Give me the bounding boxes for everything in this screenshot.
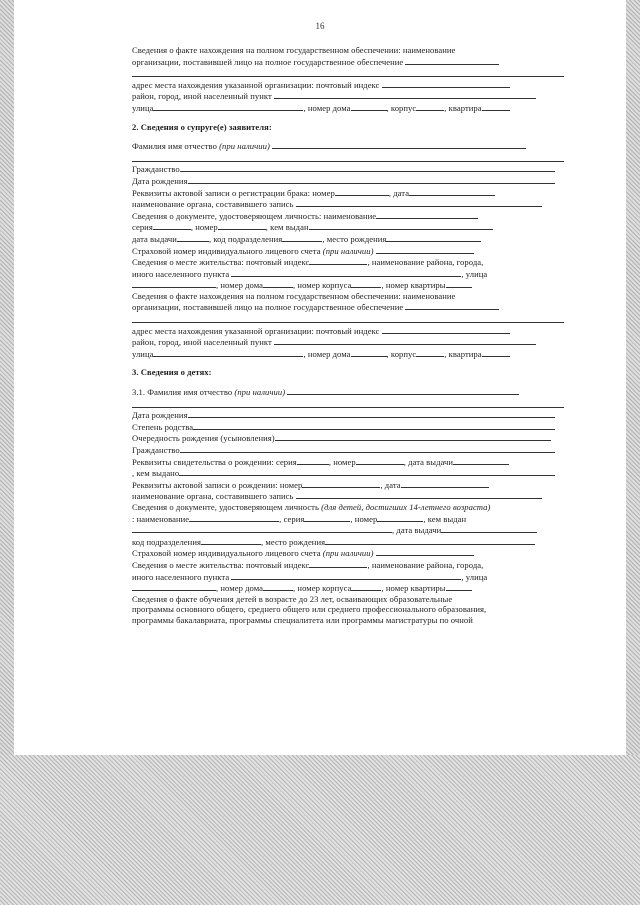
text: , номер дома	[303, 348, 351, 359]
spouse-gov-line-2	[132, 301, 564, 313]
child-residence-line-3	[132, 582, 564, 594]
spouse-gov-line-1	[132, 291, 564, 302]
text: , дата выдачи	[392, 525, 442, 536]
blank-field[interactable]	[401, 479, 489, 488]
blank-field[interactable]	[453, 456, 509, 465]
blank-field[interactable]	[132, 67, 564, 77]
marriage-org-line	[132, 198, 564, 210]
blank-field[interactable]	[482, 102, 510, 111]
blank-field[interactable]	[179, 467, 555, 476]
blank-field[interactable]	[376, 210, 478, 219]
blank-field[interactable]	[263, 582, 293, 591]
text: адрес места нахождения указанной организации: почтовый индекс	[132, 325, 380, 336]
snils-line	[132, 245, 564, 257]
child-residence-line-2	[132, 571, 564, 583]
text: Реквизиты актовой записи о регистрации брака: номер	[132, 187, 335, 198]
text: Дата рождения	[132, 410, 188, 421]
text: , номер	[328, 456, 356, 467]
text: , дата	[388, 187, 410, 198]
residence-line-1	[132, 256, 564, 268]
text: , номер дома	[303, 102, 351, 113]
text: иного населенного пункта	[132, 571, 230, 582]
blank-field[interactable]	[132, 313, 564, 323]
spouse-street-line	[132, 348, 564, 360]
text: , кем выдан	[423, 513, 467, 524]
text: Сведения о месте жительства: почтовый индекс	[132, 257, 310, 268]
spouse-address-line	[132, 325, 564, 337]
bottom-border	[0, 755, 640, 905]
birth-date-line	[132, 175, 564, 187]
blank-field[interactable]	[386, 233, 481, 242]
blank-field[interactable]	[272, 140, 526, 149]
text: , код подразделения	[208, 233, 283, 244]
blank-field[interactable]	[304, 513, 350, 522]
blank-field[interactable]	[302, 479, 380, 488]
address-line	[132, 79, 564, 91]
blank-field[interactable]	[351, 582, 381, 591]
blank-field[interactable]	[177, 233, 209, 242]
text: Очередность рождения (усыновления)	[132, 433, 275, 444]
blank-field[interactable]	[482, 348, 510, 357]
spouse-district-line	[132, 336, 564, 348]
blank-field[interactable]	[376, 547, 474, 556]
text: Реквизиты актовой записи о рождении: номер	[132, 479, 303, 490]
text: район, город, иной населенный пункт	[132, 337, 272, 348]
document-page	[14, 0, 626, 755]
text: наименование органа, составившего запись	[132, 491, 294, 502]
education-line-3: программы бакалавриата, программы специалитета или программы магистратуры по очной	[132, 614, 473, 625]
blank-field[interactable]	[231, 268, 461, 277]
birth-cert-issued-line	[132, 467, 564, 479]
spouse-fio-line	[132, 140, 564, 152]
text: , серия	[279, 513, 305, 524]
blank-field[interactable]	[132, 398, 564, 408]
section-2-title: 2. Сведения о супруге(е) заявителя:	[132, 121, 272, 132]
child-id-doc-line-3	[132, 524, 564, 536]
text: наименование органа, составившего запись	[132, 199, 294, 210]
text: , место рождения	[322, 233, 387, 244]
text: , корпус	[386, 348, 417, 359]
text: , номер	[190, 222, 218, 233]
text: дата выдачи	[132, 233, 177, 244]
text: , дата выдачи	[403, 456, 454, 467]
blank-field[interactable]	[356, 456, 404, 465]
note: (при наличии)	[219, 141, 270, 152]
text: Дата рождения	[132, 175, 188, 186]
blank-field[interactable]	[263, 279, 293, 288]
blank-field[interactable]	[446, 582, 472, 591]
text: : наименование	[132, 513, 190, 524]
blank-field[interactable]	[309, 256, 367, 265]
blank-field[interactable]	[376, 245, 474, 254]
blank-field[interactable]	[296, 198, 542, 207]
birth-act-line	[132, 479, 564, 491]
blank-field[interactable]	[193, 421, 555, 430]
text: район, город, иной населенный пункт	[132, 91, 272, 102]
text: , номер дома	[216, 583, 264, 594]
text: , номер дома	[216, 280, 264, 291]
text: Реквизиты свидетельства о рождении: серия	[132, 456, 297, 467]
text: Сведения о документе, удостоверяющем личность: наименование	[132, 210, 377, 221]
child-id-doc-line-4	[132, 536, 564, 548]
child-residence-line-1	[132, 559, 564, 571]
text: , улица	[461, 571, 488, 582]
blank-field[interactable]	[309, 559, 367, 568]
blank-field[interactable]	[188, 409, 555, 418]
street-line	[132, 102, 564, 114]
text: адрес места нахождения указанной организации: почтовый индекс	[132, 79, 380, 90]
citizenship-line	[132, 163, 564, 175]
text: Страховой номер индивидуального лицевого счета	[132, 245, 321, 256]
blank-field[interactable]	[296, 490, 542, 499]
blank-field[interactable]	[132, 279, 216, 288]
marriage-act-line	[132, 187, 564, 199]
text: , дата	[380, 479, 401, 490]
blank-field[interactable]	[309, 221, 493, 230]
birth-order-line	[132, 432, 564, 444]
text: Гражданство	[132, 164, 180, 175]
text: иного населенного пункта	[132, 268, 230, 279]
blank-field[interactable]	[153, 348, 303, 357]
blank-field[interactable]	[218, 221, 266, 230]
page-number: 16	[315, 21, 325, 31]
blank-field[interactable]	[231, 571, 461, 580]
child-citizenship-line	[132, 444, 564, 456]
text: Степень родства	[132, 421, 194, 432]
text: Сведения о документе, удостоверяющем личность	[132, 501, 319, 512]
note: (при наличии)	[322, 548, 374, 559]
child-snils-line	[132, 547, 564, 559]
blank-field[interactable]	[189, 513, 279, 522]
residence-line-3	[132, 279, 564, 291]
text: , номер корпуса	[293, 280, 352, 291]
blank-field[interactable]	[351, 102, 387, 111]
text: , наименование района, города,	[367, 559, 484, 570]
blank-field[interactable]	[382, 79, 510, 88]
text: Сведения о факте нахождения на полном государственном обеспечении: наименование	[132, 45, 456, 55]
blank-field[interactable]	[441, 524, 537, 533]
child-birth-date-line	[132, 409, 564, 421]
blank-field[interactable]	[153, 221, 191, 230]
blank-field[interactable]	[446, 279, 472, 288]
blank-field[interactable]	[275, 432, 551, 441]
blank-field[interactable]	[416, 102, 444, 111]
text: Гражданство	[132, 445, 180, 455]
education-line-1: Сведения о факте обучения детей в возрасте до 23 лет, осваивающих образовательные	[132, 593, 453, 604]
district-line	[132, 90, 564, 102]
text: Фамилия имя отчество	[132, 141, 217, 152]
text: , номер квартиры	[381, 583, 446, 594]
text: Сведения о месте жительства: почтовый индекс	[132, 559, 310, 570]
blank-field[interactable]	[405, 56, 499, 65]
gov-line-2	[132, 56, 564, 68]
blank-field[interactable]	[416, 348, 444, 357]
birth-cert-line	[132, 456, 564, 468]
text: , наименование района, города,	[367, 257, 484, 268]
blank-field[interactable]	[274, 90, 536, 99]
gov-line-1	[132, 45, 564, 56]
note: (при наличии)	[234, 387, 286, 398]
section-3-title: 3. Сведения о детях:	[132, 367, 212, 378]
blank-field[interactable]	[377, 513, 423, 522]
child-id-doc-line-1	[132, 502, 564, 513]
note: (при наличии)	[322, 245, 374, 256]
text: Сведения о факте нахождения на полном государственном обеспечении: наименование	[132, 290, 456, 301]
blank-field[interactable]	[201, 536, 261, 545]
blank-field[interactable]	[351, 348, 387, 357]
text: серия	[132, 222, 153, 233]
blank-field[interactable]	[382, 325, 510, 334]
text: , номер корпуса	[293, 583, 352, 594]
text: организации, поставившей лицо на полное государственное обеспечение	[132, 56, 404, 67]
blank-field[interactable]	[188, 175, 555, 184]
form-content	[132, 45, 564, 626]
id-doc-series-line	[132, 221, 564, 233]
text: Страховой номер индивидуального лицевого счета	[132, 548, 321, 559]
residence-line-2	[132, 268, 564, 280]
child-fio-line	[132, 386, 564, 398]
blank-field[interactable]	[351, 279, 381, 288]
blank-field[interactable]	[409, 187, 495, 196]
text: организации, поставившей лицо на полное государственное обеспечение	[132, 302, 404, 313]
note: (для детей, достигших 14-летнего возраста)	[321, 501, 491, 512]
text: 3.1. Фамилия имя отчество	[132, 387, 233, 398]
blank-field[interactable]	[180, 444, 555, 453]
blank-field[interactable]	[405, 301, 499, 310]
id-doc-line	[132, 210, 564, 222]
birth-act-org-line	[132, 490, 564, 502]
blank-field[interactable]	[274, 336, 536, 345]
text: , кем выдано	[132, 468, 180, 479]
blank-field[interactable]	[132, 582, 216, 591]
text: , квартира	[444, 348, 482, 359]
id-doc-date-line	[132, 233, 564, 245]
education-line-2: программы основного общего, среднего общего или среднего профессионального образования,	[132, 604, 487, 615]
text: , улица	[461, 268, 488, 279]
blank-field[interactable]	[132, 152, 564, 162]
text: , кем выдан	[265, 222, 309, 233]
blank-field[interactable]	[132, 524, 392, 533]
text: улица	[132, 348, 154, 359]
blank-field[interactable]	[153, 102, 303, 111]
text: , номер квартиры	[381, 280, 446, 291]
text: , номер	[350, 513, 378, 524]
text: , квартира	[444, 102, 482, 113]
kinship-line	[132, 421, 564, 433]
blank-field[interactable]	[325, 536, 535, 545]
blank-field[interactable]	[335, 187, 389, 196]
blank-field[interactable]	[297, 456, 329, 465]
text: улица	[132, 102, 154, 113]
blank-field[interactable]	[282, 233, 322, 242]
text: , корпус	[386, 102, 417, 113]
blank-field[interactable]	[180, 163, 555, 172]
child-id-doc-line-2	[132, 513, 564, 525]
text: , место рождения	[260, 536, 326, 547]
blank-field[interactable]	[287, 386, 519, 395]
text: код подразделения	[132, 536, 201, 547]
